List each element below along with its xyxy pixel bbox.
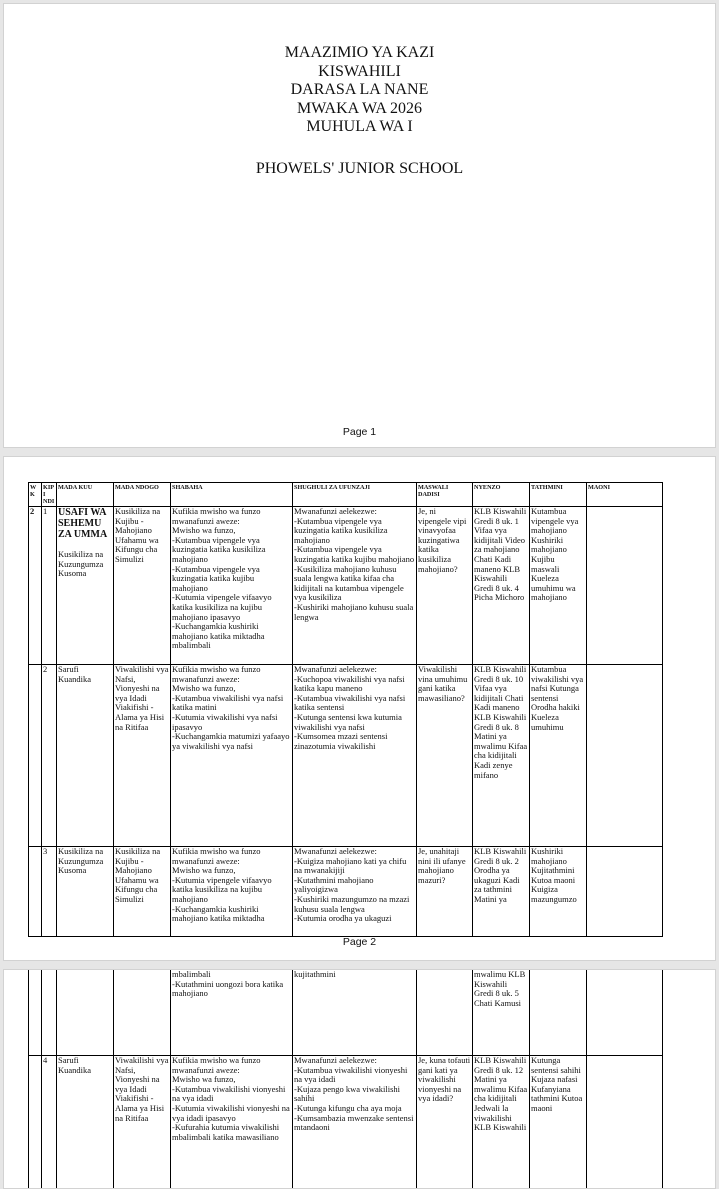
header-tathmini: TATHMINI xyxy=(530,483,587,507)
cell-nyenzo: KLB Kiswahili Gredi 8 uk. 2 Orodha ya ukaguzi Kadi za tathmini Matini ya xyxy=(473,847,530,937)
cell-kipindi: 3 xyxy=(42,847,57,937)
cell-mada-ndogo xyxy=(114,970,171,1056)
cell-shughuli: Mwanafunzi aelekezwe: -Kutambua viwakilishi vionyeshi na vya idadi -Kujaza pengo kwa viwakilishi sahihi -Kutunga kifungu cha aya moja -Kumsambazia mwenzake sentensi mtandaoni xyxy=(293,1056,417,1189)
page-number: Page 2 xyxy=(4,936,715,948)
cell-nyenzo: mwalimu KLB Kiswahili Gredi 8 uk. 5 Chati Kamusi xyxy=(473,970,530,1056)
cell-maoni xyxy=(587,847,663,937)
cell-mada-kuu: Sarufi Kuandika xyxy=(57,1056,114,1189)
table-row xyxy=(29,970,663,1056)
cell-mada-ndogo: Kusikiliza na Kujibu - Mahojiano Ufahamu wa Kifungu cha Simulizi xyxy=(114,847,171,937)
cell-shabaha: Kufikia mwisho wa funzo mwanafunzi aweze: Mwisho wa funzo, -Kutambua vipengele vya kuzingatia katika kusikiliza mahojiano -Kutambua vipengele vya kuzingatia katika kujibu mahojiano -Kutumia vipengele vifaavyo katika kusikiliza na kujibu mahojiano ipasavyo -Kuchangamkia kushiriki mahojiano katika miktadha mbalimbali xyxy=(171,507,293,665)
cell-wk xyxy=(29,665,42,847)
header-nyenzo: NYENZO xyxy=(473,483,530,507)
scheme-table-continued xyxy=(28,969,663,1189)
header-wk: WK xyxy=(29,483,42,507)
header-mada-kuu: MADA KUU xyxy=(57,483,114,507)
cell-maswali: Viwakilishi vina umuhimu gani katika mawasiliano? xyxy=(417,665,473,847)
cell-kipindi: 2 xyxy=(42,665,57,847)
school-name: PHOWELS' JUNIOR SCHOOL xyxy=(4,160,715,178)
header-shughuli: SHUGHULI ZA UFUNZAJI xyxy=(293,483,417,507)
table-header-row xyxy=(29,483,663,507)
cell-wk xyxy=(29,970,42,1056)
cell-tathmini: Kutambua vipengele vya mahojiano Kushiriki mahojiano Kujibu maswali Kueleza umuhimu wa mahojiano xyxy=(530,507,587,665)
page-number: Page 1 xyxy=(4,426,715,438)
title-line: MWAKA WA 2026 xyxy=(4,100,715,119)
cell-maswali: Je, unahitaji nini ili ufanye mahojiano mazuri? xyxy=(417,847,473,937)
cell-maoni xyxy=(587,1056,663,1189)
title-line: MAAZIMIO YA KAZI xyxy=(4,44,715,63)
cell-shughuli: Mwanafunzi aelekezwe: -Kuchopoa viwakilishi vya nafsi katika kapu maneno -Kutambua viwakilishi vya nafsi katika sentensi -Kutunga sentensi kwa kutumia viwakilishi vya nafsi -Kumsomea mzazi sentensi zinazotumia viwakilishi xyxy=(293,665,417,847)
cell-tathmini xyxy=(530,970,587,1056)
cell-shabaha: Kufikia mwisho wa funzo mwanafunzi aweze: Mwisho wa funzo, -Kutambua viwakilishi vionyeshi na vya idadi -Kutumia viwakilishi vionyeshi na vya idadi ipasavyo -Kufurahia kutumia viwakilishi mbalimbali katika mawasiliano xyxy=(171,1056,293,1189)
cell-mada-ndogo: Viwakilishi vya Nafsi, Vionyeshi na vya Idadi Viakifishi - Alama ya Hisi na Ritifaa xyxy=(114,1056,171,1189)
strand-text: Kusikiliza na Kuzungumza Kusoma xyxy=(58,550,112,579)
page-1 xyxy=(3,3,716,448)
cell-maswali: Je, ni vipengele vipi vinavyofaa kuzingatiwa katika kusikiliza mahojiano? xyxy=(417,507,473,665)
cell-shabaha: mbalimbali -Kutathmini uongozi bora katika mahojiano xyxy=(171,970,293,1056)
cell-maswali: Je, kuna tofauti gani kati ya viwakilishi vionyeshi na vya idadi? xyxy=(417,1056,473,1189)
strand-title: USAFI WA SEHEMU ZA UMMA xyxy=(58,507,112,540)
cell-tathmini: Kushiriki mahojiano Kujitathmini Kutoa maoni Kuigiza mazungumzo xyxy=(530,847,587,937)
page-3 xyxy=(3,969,716,1189)
cell-nyenzo: KLB Kiswahili Gredi 8 uk. 10 Vifaa vya kidijitali Chati Kadi maneno KLB Kiswahili Gredi 8 uk. 8 Matini ya mwalimu Kifaa cha kidijitali Kadi zenye mifano xyxy=(473,665,530,847)
title-block xyxy=(4,44,715,137)
cell-shughuli: Mwanafunzi aelekezwe: -Kutambua vipengele vya kuzingatia katika kusikiliza mahojiano -Kutambua vipengele vya kuzingatia katika kujibu mahojiano -Kusikiliza mahojiano kuhusu suala lengwa katika kifaa cha kidijitali na kutambua vipengele vya kusikiliza -Kushiriki mahojiano kuhusu suala lengwa xyxy=(293,507,417,665)
header-mada-ndogo: MADA NDOGO xyxy=(114,483,171,507)
page-2 xyxy=(3,456,716,961)
cell-kipindi: 1 xyxy=(42,507,57,665)
cell-mada-kuu xyxy=(57,507,114,665)
cell-maoni xyxy=(587,970,663,1056)
scheme-table xyxy=(28,482,663,937)
cell-mada-kuu xyxy=(57,970,114,1056)
title-line: DARASA LA NANE xyxy=(4,81,715,100)
header-kipindi: KIPI NDI xyxy=(42,483,57,507)
cell-shabaha: Kufikia mwisho wa funzo mwanafunzi aweze: Mwisho wa funzo, -Kutumia vipengele vifaavyo katika kusikiliza na kujibu mahojiano -Kuchangamkia kushiriki mahojiano katika miktadha xyxy=(171,847,293,937)
cell-tathmini: Kutunga sentensi sahihi Kujaza nafasi Kufanyiana tathmini Kutoa maoni xyxy=(530,1056,587,1189)
cell-wk xyxy=(29,1056,42,1189)
cell-kipindi: 4 xyxy=(42,1056,57,1189)
title-line: MUHULA WA I xyxy=(4,118,715,137)
cell-nyenzo: KLB Kiswahili Gredi 8 uk. 12 Matini ya mwalimu Kifaa cha kidijitali Jedwali la viwakilishi KLB Kiswahili xyxy=(473,1056,530,1189)
cell-wk xyxy=(29,847,42,937)
header-shabaha: SHABAHA xyxy=(171,483,293,507)
cell-mada-kuu: Sarufi Kuandika xyxy=(57,665,114,847)
cell-maswali xyxy=(417,970,473,1056)
cell-tathmini: Kutambua viwakilishi vya nafsi Kutunga sentensi Orodha hakiki Kueleza umuhimu xyxy=(530,665,587,847)
table-row xyxy=(29,507,663,665)
table-row xyxy=(29,665,663,847)
cell-kipindi xyxy=(42,970,57,1056)
title-line: KISWAHILI xyxy=(4,63,715,82)
cell-shughuli: Mwanafunzi aelekezwe: -Kuigiza mahojiano kati ya chifu na mwanakijiji -Kutathmini mahojiano yaliyoigizwa -Kushiriki mazungumzo na mzazi kuhusu suala lengwa -Kutumia orodha ya ukaguzi xyxy=(293,847,417,937)
cell-shughuli: kujitathmini xyxy=(293,970,417,1056)
header-maswali: MASWALI DADISI xyxy=(417,483,473,507)
cell-mada-ndogo: Viwakilishi vya Nafsi, Vionyeshi na vya Idadi Viakifishi - Alama ya Hisi na Ritifaa xyxy=(114,665,171,847)
cell-mada-ndogo: Kusikiliza na Kujibu - Mahojiano Ufahamu wa Kifungu cha Simulizi xyxy=(114,507,171,665)
cell-mada-kuu: Kusikiliza na Kuzungumza Kusoma xyxy=(57,847,114,937)
header-maoni: MAONI xyxy=(587,483,663,507)
cell-maoni xyxy=(587,665,663,847)
table-row xyxy=(29,1056,663,1189)
table-row xyxy=(29,847,663,937)
cell-maoni xyxy=(587,507,663,665)
cell-shabaha: Kufikia mwisho wa funzo mwanafunzi aweze: Mwisho wa funzo, -Kutambua viwakilishi vya nafsi katika matini -Kutumia viwakilishi vya nafsi ipasavyo -Kuchangamkia matumizi yafaayo ya viwakilishi vya nafsi xyxy=(171,665,293,847)
cell-wk: 2 xyxy=(29,507,42,665)
cell-nyenzo: KLB Kiswahili Gredi 8 uk. 1 Vifaa vya kidijitali Video za mahojiano Chati Kadi maneno KLB Kiswahili Gredi 8 uk. 4 Picha Michoro xyxy=(473,507,530,665)
